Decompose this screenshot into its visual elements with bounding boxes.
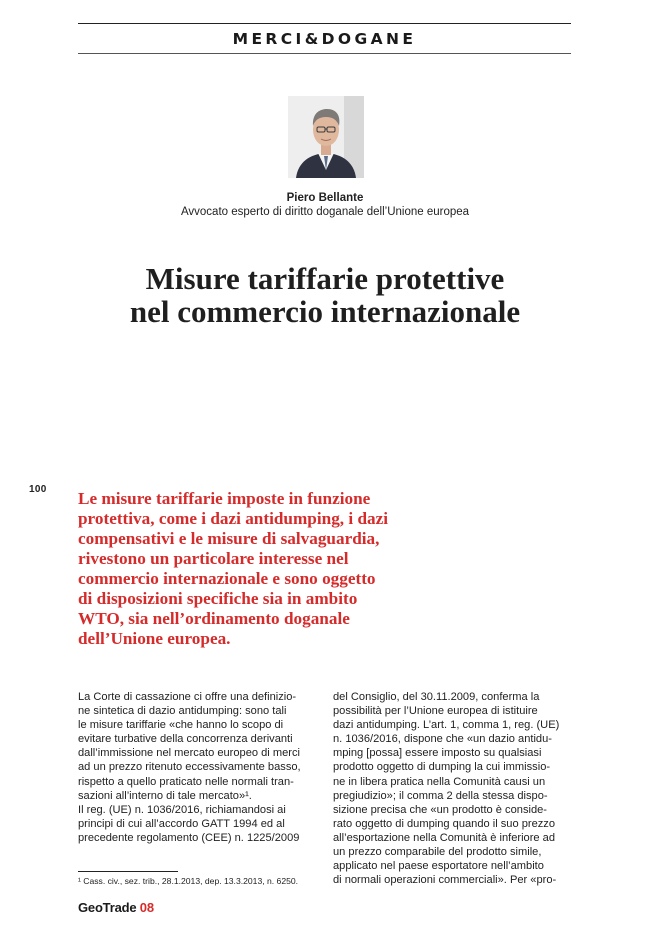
body-line: precedente regolamento (CEE) n. 1225/2009	[78, 831, 300, 844]
body-line: principi di cui all’accordo GATT 1994 ed al	[78, 817, 285, 830]
lead-line: compensativi e le misure di salvaguardia,	[78, 529, 380, 548]
page-number: 100	[29, 484, 47, 495]
issue-number: 08	[139, 900, 154, 915]
lead-line: Le misure tariffarie imposte in funzione	[78, 489, 371, 508]
author-role: Avvocato esperto di diritto doganale dell’Unione europea	[180, 206, 470, 218]
body-line: del Consiglio, del 30.11.2009, conferma la	[333, 691, 540, 703]
body-column-right	[333, 690, 573, 887]
brand-name: GeoTrade	[78, 900, 137, 915]
body-line: Il reg. (UE) n. 1036/2016, richiamandosi ai	[78, 803, 286, 816]
header-top-rule	[78, 23, 571, 24]
author-photo	[288, 96, 364, 178]
footnote-rule	[78, 871, 178, 872]
body-line: le misure tariffarie «che hanno lo scopo di	[78, 719, 284, 732]
body-line: pregiudizio»; il comma 2 della stessa dispo-	[333, 789, 548, 802]
body-line: n. 1036/2016, dispone che «un dazio antidu-	[333, 733, 552, 746]
article-headline	[40, 262, 610, 328]
lead-line: WTO, sia nell’ordinamento doganale	[78, 609, 350, 628]
body-line: rato oggetto di dumping quando il suo prezzo	[333, 817, 556, 830]
body-line: La Corte di cassazione ci offre una definizio-	[78, 691, 297, 703]
body-line: evitare turbative della concorrenza derivanti	[78, 733, 293, 746]
body-line: ne in libera pratica nella Comunità causi un	[333, 775, 546, 788]
body-line: sizione precisa che «un prodotto è conside-	[333, 803, 547, 816]
section-title: MERCI&DOGANE	[232, 30, 417, 48]
body-column-left	[78, 690, 318, 845]
author-name: Piero Bellante	[286, 192, 364, 204]
lead-line: di disposizioni specifiche sia in ambito	[78, 589, 358, 608]
header-bottom-rule	[78, 53, 571, 54]
lead-line: commercio internazionale e sono oggetto	[78, 569, 376, 588]
body-line: un prezzo comparabile del prodotto simile,	[333, 846, 542, 859]
body-line: dall’immissione nel mercato europeo di merci	[78, 747, 300, 760]
lead-paragraph	[78, 489, 478, 649]
footnote: ¹ Cass. civ., sez. trib., 28.1.2013, dep. 13.3.2013, n. 6250.	[78, 876, 299, 886]
brand-logo	[78, 900, 154, 915]
body-line: ne sintetica di dazio antidumping: sono tali	[78, 705, 287, 718]
body-line: all’esportazione nella Comunità è inferiore ad	[333, 831, 556, 844]
body-line: rispetto a quello praticato nelle normali tran-	[78, 775, 294, 788]
body-line: possibilità per l’Unione europea di istituire	[333, 705, 538, 718]
body-line: mping [possa] essere imposto su qualsiasi	[333, 747, 542, 760]
author-portrait-illustration	[288, 96, 364, 178]
body-line: prodotto oggetto di dumping la cui immissio-	[333, 761, 551, 774]
lead-line: protettiva, come i dazi antidumping, i dazi	[78, 509, 389, 528]
body-line: ad un prezzo ritenuto eccessivamente basso,	[78, 761, 301, 774]
lead-line: dell’Unione europea.	[78, 629, 231, 648]
body-line: dazi antidumping. L’art. 1, comma 1, reg. (UE)	[333, 719, 560, 732]
headline-line: nel commercio internazionale	[129, 294, 521, 329]
headline-line: Misure tariffarie protettive	[145, 261, 505, 296]
body-line: sazioni all’interno di tale mercato»¹.	[78, 789, 252, 802]
body-line: applicato nel paese esportatore nell’ambito	[333, 860, 544, 873]
body-line: di normali operazioni commerciali». Per «pro-	[333, 874, 557, 887]
lead-line: rivestono un particolare interesse nel	[78, 549, 349, 568]
